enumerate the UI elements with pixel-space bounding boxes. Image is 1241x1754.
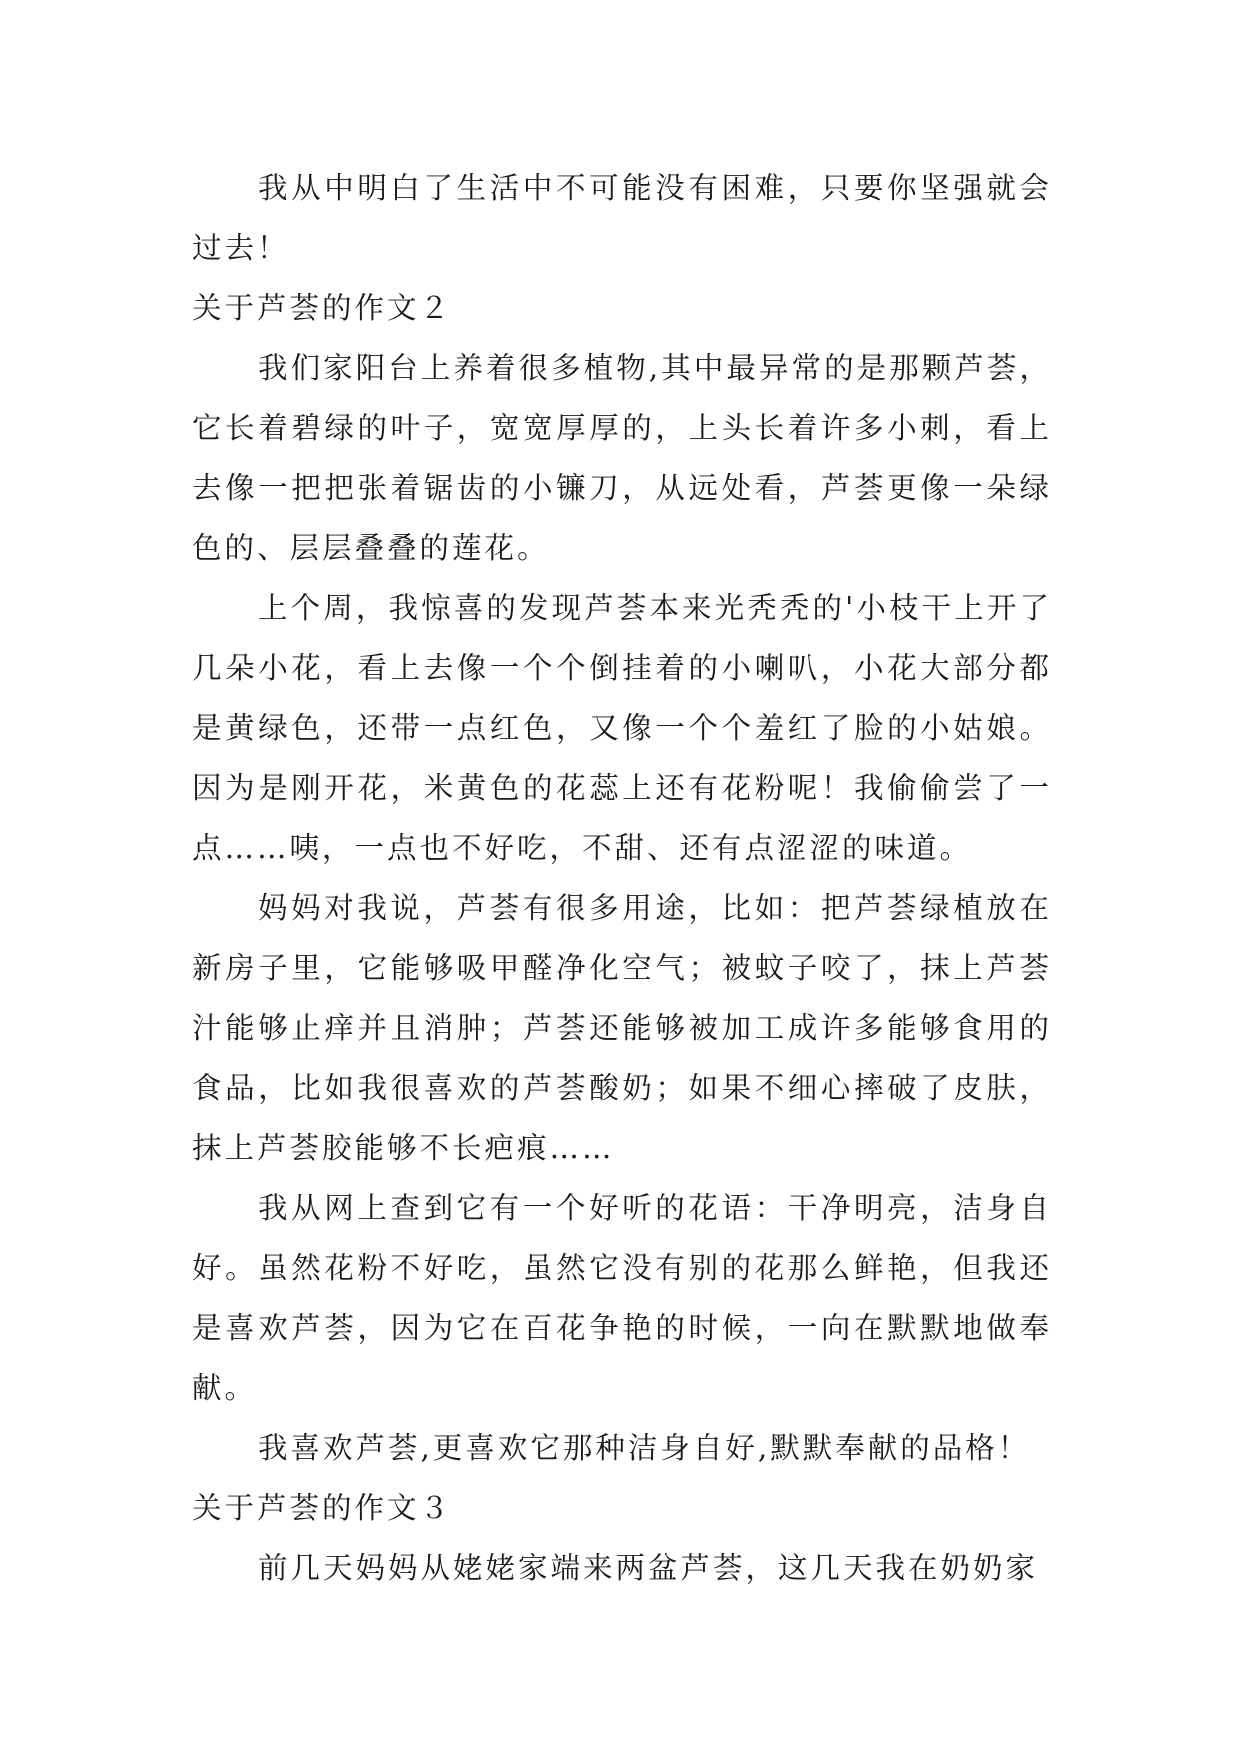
paragraph-essay-3-start: 前几天妈妈从姥姥家端来两盆芦荟，这几天我在奶奶家 bbox=[258, 1551, 1039, 1585]
essay-heading-3: 关于芦荟的作文３ bbox=[192, 1491, 453, 1525]
paragraph-flowers: 上个周，我惊喜的发现芦荟本来光秃秃的'小枝干上开了几朵小花，看上去像一个个倒挂着的小喇叭，小花大部分都是黄绿色，还带一点红色，又像一个个羞红了脸的小姑娘。因为是刚开花，米黄色的花蕊上还有花粉呢！我偷偷尝了一点……咦，一点也不好吃，不甜、还有点涩涩的味道。 bbox=[192, 591, 1052, 865]
essay-heading-2: 关于芦荟的作文２ bbox=[192, 291, 453, 325]
paragraph-description: 我们家阳台上养着很多植物,其中最异常的是那颗芦荟，它长着碧绿的叶子，宽宽厚厚的，上头长着许多小刺，看上去像一把把张着锯齿的小镰刀，从远处看，芦荟更像一朵绿色的、层层叠叠的莲花。 bbox=[192, 351, 1052, 565]
paragraph-conclusion: 我从中明白了生活中不可能没有困难，只要你坚强就会过去！ bbox=[192, 171, 1052, 265]
document-body bbox=[192, 158, 1052, 1598]
paragraph-uses: 妈妈对我说，芦荟有很多用途，比如：把芦荟绿植放在新房子里，它能够吸甲醛净化空气；被蚊子咬了，抹上芦荟汁能够止痒并且消肿；芦荟还能够被加工成许多能够食用的食品，比如我很喜欢的芦荟酸奶；如果不细心摔破了皮肤，抹上芦荟胶能够不长疤痕…… bbox=[192, 891, 1052, 1165]
paragraph-closing: 我喜欢芦荟,更喜欢它那种洁身自好,默默奉献的品格！ bbox=[258, 1431, 1031, 1465]
paragraph-flower-language: 我从网上查到它有一个好听的花语：干净明亮，洁身自好。虽然花粉不好吃，虽然它没有别的花那么鲜艳，但我还是喜欢芦荟，因为它在百花争艳的时候，一向在默默地做奉献。 bbox=[192, 1191, 1052, 1405]
